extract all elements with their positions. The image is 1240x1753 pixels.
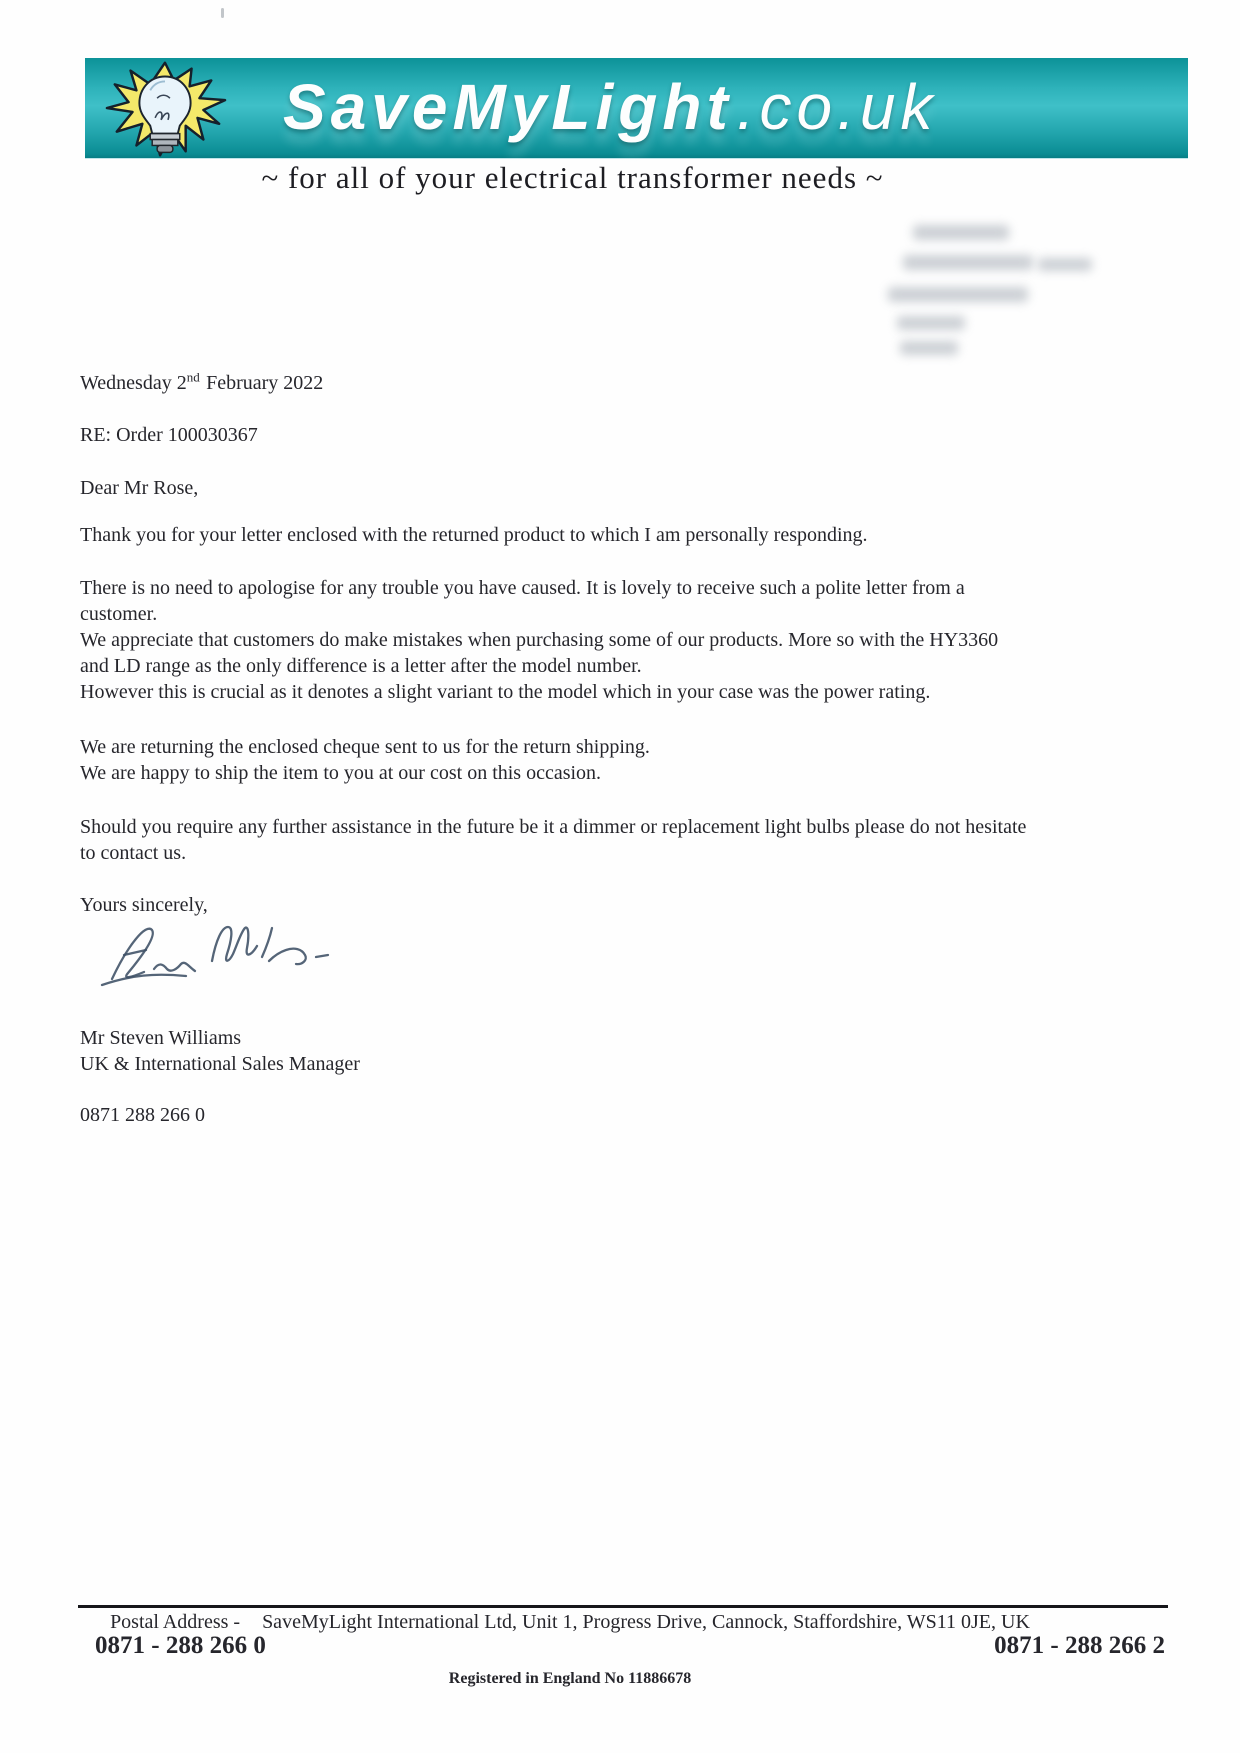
letter-subject: RE: Order 100030367 bbox=[80, 424, 258, 446]
footer-postal-address bbox=[80, 1611, 1060, 1634]
date-ordinal: nd bbox=[186, 369, 200, 385]
letterhead-tagline: ~ for all of your electrical transformer needs ~ bbox=[261, 160, 884, 195]
signatory-phone: 0871 288 266 0 bbox=[80, 1104, 205, 1126]
footer-phone-right: 0871 - 288 266 2 bbox=[994, 1632, 1165, 1659]
letter-paragraph bbox=[80, 814, 1026, 866]
paragraph-line: However this is crucial as it denotes a slight variant to the model which in your case was the power rating. bbox=[80, 681, 931, 703]
date-main: Wednesday 2 bbox=[80, 372, 187, 394]
footer-phones bbox=[80, 1632, 1168, 1666]
letter-salutation: Dear Mr Rose, bbox=[80, 477, 199, 499]
paragraph-line: We appreciate that customers do make mistakes when purchasing some of our products. More so with the HY3360 bbox=[80, 629, 999, 651]
signature-block bbox=[80, 1025, 360, 1077]
redacted-line bbox=[888, 287, 1028, 302]
signatory-title: UK & International Sales Manager bbox=[80, 1053, 360, 1075]
postal-address-text: SaveMyLight International Ltd, Unit 1, Progress Drive, Cannock, Staffordshire, WS11 0JE, UK bbox=[262, 1611, 1030, 1633]
paragraph-line: and LD range as the only difference is a letter after the model number. bbox=[80, 655, 642, 677]
postal-label: Postal Address - bbox=[110, 1611, 241, 1633]
date-rest: February 2022 bbox=[206, 372, 324, 394]
paragraph-line: We are returning the enclosed cheque sent to us for the return shipping. bbox=[80, 736, 650, 758]
letter-closing: Yours sincerely, bbox=[80, 894, 208, 916]
paragraph-line: There is no need to apologise for any trouble you have caused. It is lovely to receive such a polite letter from a bbox=[80, 577, 965, 599]
letter-paragraph bbox=[80, 734, 650, 786]
redacted-line bbox=[913, 225, 1009, 240]
redacted-line bbox=[903, 255, 1033, 270]
redacted-line bbox=[897, 316, 965, 330]
footer-registration: Registered in England No 11886678 bbox=[448, 1670, 692, 1687]
lightbulb-starburst-icon bbox=[101, 60, 229, 160]
letterhead-banner bbox=[85, 58, 1188, 158]
footer-rule bbox=[78, 1605, 1168, 1608]
paragraph-line: Thank you for your letter enclosed with the returned product to which I am personally responding. bbox=[80, 524, 868, 546]
redacted-line bbox=[1038, 258, 1092, 271]
scan-artifact bbox=[221, 8, 224, 18]
footer-phone-left: 0871 - 288 266 0 bbox=[95, 1632, 266, 1659]
paragraph-line: Should you require any further assistance in the future be it a dimmer or replacement light bulbs please do not hesitate bbox=[80, 816, 1027, 838]
paragraph-line: We are happy to ship the item to you at our cost on this occasion. bbox=[80, 762, 602, 784]
letter-date bbox=[80, 370, 323, 396]
brand-name: SaveMyLight bbox=[283, 71, 733, 143]
redacted-line bbox=[900, 341, 958, 355]
signatory-name: Mr Steven Williams bbox=[80, 1027, 242, 1049]
brand-wordmark bbox=[283, 58, 938, 158]
brand-domain-suffix: .co.uk bbox=[736, 71, 938, 143]
paragraph-line: to contact us. bbox=[80, 842, 187, 864]
handwritten-signature bbox=[92, 915, 342, 1005]
paragraph-line: customer. bbox=[80, 603, 158, 625]
letter-paragraph bbox=[80, 575, 998, 705]
letter-paragraph bbox=[80, 522, 868, 548]
